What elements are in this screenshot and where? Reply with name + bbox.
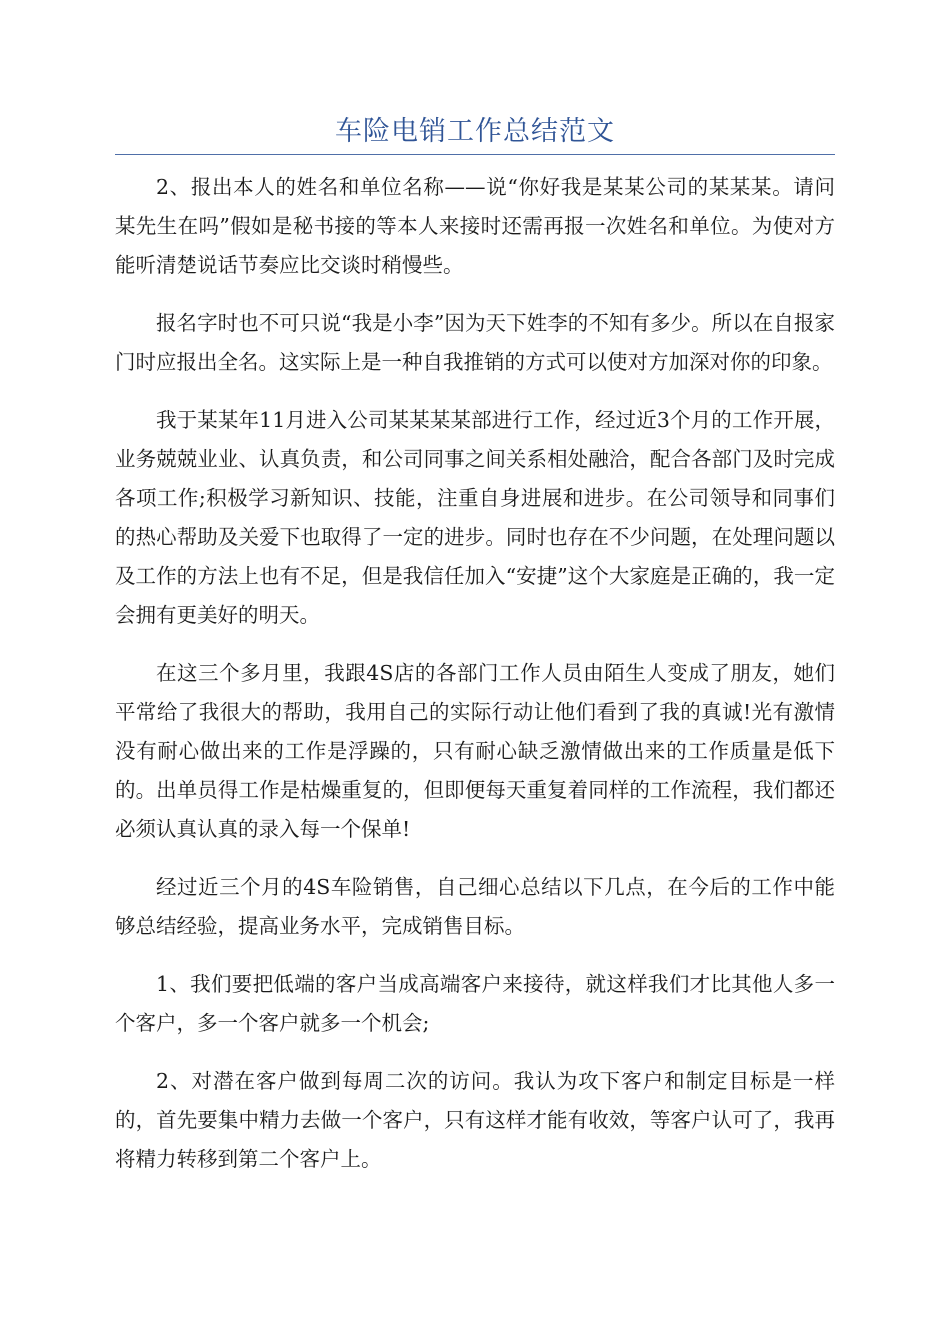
paragraph-work-review: 我于某某年11月进入公司某某某某部进行工作，经过近3个月的工作开展，业务兢兢业业、认真负责，和公司同事之间关系相处融洽，配合各部门及时完成各项工作;积极学习新知识、技能，注重自身进展和进步。在公司领导和同事们的热心帮助及关爱下也取得了一定的进步。同时也存在不少问题，在处理问题以及工作的方法上也有不足，但是我信任加入“安捷”这个大家庭是正确的，我一定会拥有更美好的明天。: [115, 408, 835, 627]
paragraph-full-name: 报名字时也不可只说“我是小李”因为天下姓李的不知有多少。所以在自报家门时应报出全名。这实际上是一种自我推销的方式可以使对方加深对你的印象。: [115, 311, 835, 374]
paragraph-summary-intro: 经过近三个月的4S车险销售，自己细心总结以下几点，在今后的工作中能够总结经验，提高业务水平，完成销售目标。: [115, 875, 835, 938]
document-title: 车险电销工作总结范文: [335, 116, 615, 147]
paragraph-point-two: 2、对潜在客户做到每周二次的访问。我认为攻下客户和制定目标是一样的，首先要集中精力去做一个客户，只有这样才能有收效，等客户认可了，我再将精力转移到第二个客户上。: [115, 1069, 835, 1171]
paragraph-self-introduction: 2、报出本人的姓名和单位名称——说“你好我是某某公司的某某某。请问某先生在吗”假如是秘书接的等本人来接时还需再报一次姓名和单位。为使对方能听清楚说话节奏应比交谈时稍慢些。: [115, 175, 835, 277]
paragraph-4s-store-experience: 在这三个多月里，我跟4S店的各部门工作人员由陌生人变成了朋友，她们平常给了我很大的帮助，我用自己的实际行动让他们看到了我的真诚!光有激情没有耐心做出来的工作是浮躁的，只有耐心缺乏激情做出来的工作质量是低下的。出单员得工作是枯燥重复的，但即便每天重复着同样的工作流程，我们都还必须认真认真的录入每一个保单!: [115, 661, 835, 841]
document-body: [115, 168, 835, 1198]
paragraph-point-one: 1、我们要把低端的客户当成高端客户来接待，就这样我们才比其他人多一个客户，多一个客户就多一个机会;: [115, 972, 835, 1035]
title-underline: [115, 154, 835, 155]
